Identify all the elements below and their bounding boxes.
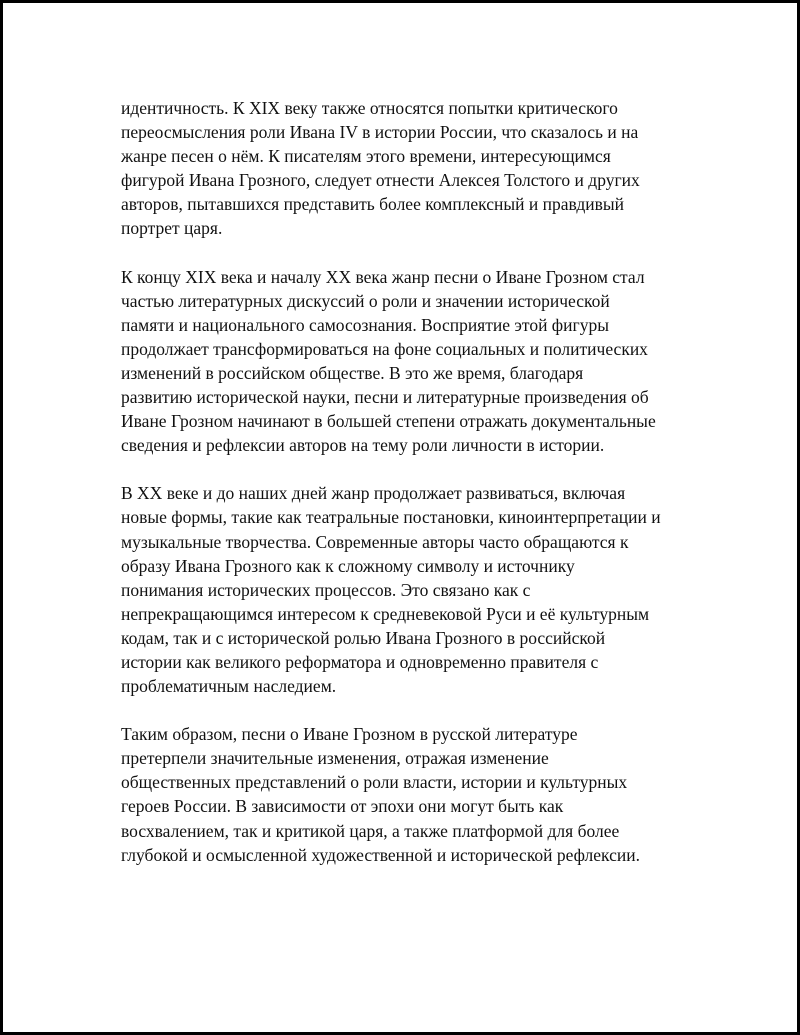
text-line: частью литературных дискуссий о роли и значении исторической [121,290,610,311]
text-line: глубокой и осмысленной художественной и исторической рефлексии. [121,844,640,865]
text-line: Иване Грозном начинают в большей степени отражать документальные [121,411,656,432]
text-line: сведения и рефлексии авторов на тему роли личности в истории. [121,435,605,456]
text-line: героев России. В зависимости от эпохи они могут быть как [121,796,564,817]
text-line: жанре песен о нём. К писателям этого времени, интересующимся [121,146,611,167]
text-line: кодам, так и с исторической ролью Ивана Грозного в российской [121,627,606,648]
text-line: идентичность. К XIX веку также относятся попытки критического [121,98,618,118]
text-line: проблематичным наследием. [121,676,337,697]
document-body [121,96,693,891]
text-line: восхвалением, так и критикой царя, а также платформой для более [121,820,620,841]
paragraph-3 [121,481,693,698]
text-line: непрекращающимся интересом к средневековой Руси и её культурным [121,603,650,624]
text-line: музыкальные творчества. Современные авторы часто обращаются к [121,531,629,552]
text-line: развитию исторической науки, песни и литературные произведения об [121,387,649,408]
paragraph-4 [121,722,693,867]
text-line: изменений в российском обществе. В это же время, благодаря [121,362,584,383]
paragraph-1 [121,96,693,241]
text-line: образу Ивана Грозного как к сложному символу и источнику [121,555,575,576]
text-line: истории как великого реформатора и одновременно правителя с [121,651,599,672]
text-line: претерпели значительные изменения, отражая изменение [121,748,549,769]
text-line: памяти и национального самосознания. Восприятие этой фигуры [121,314,609,335]
text-line: продолжает трансформироваться на фоне социальных и политических [121,338,648,359]
text-line: понимания исторических процессов. Это связано как с [121,579,531,600]
text-line: авторов, пытавшихся представить более комплексный и правдивый [121,194,624,215]
text-line: фигурой Ивана Грозного, следует отнести Алексея Толстого и других [121,170,640,191]
text-line: общественных представлений о роли власти, истории и культурных [121,772,628,793]
text-line: переосмысления роли Ивана IV в истории России, что сказалось и на [121,122,639,143]
text-line: Таким образом, песни о Иване Грозном в русской литературе [121,724,578,745]
text-line: портрет царя. [121,218,223,239]
text-line: К концу XIX века и началу XX века жанр песни о Иване Грозном стал [121,266,645,287]
text-line: В XX веке и до наших дней жанр продолжает развиваться, включая [121,483,626,504]
text-line: новые формы, такие как театральные постановки, киноинтерпретации и [121,507,661,528]
paragraph-2 [121,265,693,458]
